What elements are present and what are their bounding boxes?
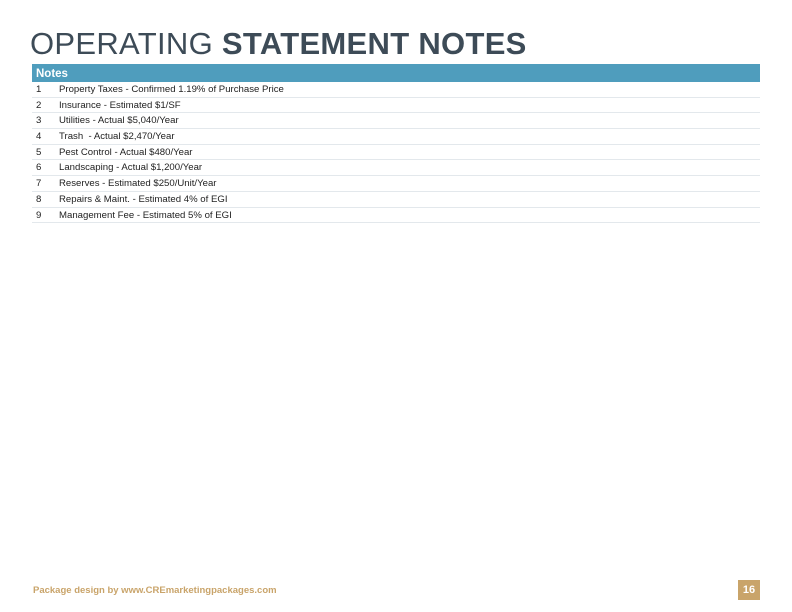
row-text: Insurance - Estimated $1/SF xyxy=(59,99,181,111)
row-text: Management Fee - Estimated 5% of EGI xyxy=(59,209,232,221)
row-number: 4 xyxy=(36,131,42,143)
row-number: 8 xyxy=(36,193,42,205)
row-number: 6 xyxy=(36,162,42,174)
table-row xyxy=(32,192,760,208)
row-text: Utilities - Actual $5,040/Year xyxy=(59,115,179,127)
row-number: 7 xyxy=(36,178,42,190)
table-row xyxy=(32,82,760,98)
table-row xyxy=(32,176,760,192)
footer-credit: Package design by www.CREmarketingpackages.com xyxy=(33,585,277,596)
table-row xyxy=(32,113,760,129)
page-title xyxy=(30,26,527,62)
row-number: 3 xyxy=(36,115,42,127)
table-row xyxy=(32,98,760,114)
page-title-bold: STATEMENT NOTES xyxy=(221,26,527,61)
row-text: Landscaping - Actual $1,200/Year xyxy=(59,162,203,174)
notes-table xyxy=(32,64,760,223)
notes-header: Notes xyxy=(32,64,760,82)
table-row xyxy=(32,208,760,224)
row-text: Repairs & Maint. - Estimated 4% of EGI xyxy=(59,193,228,205)
row-text: Trash - Actual $2,470/Year xyxy=(59,131,175,143)
table-row xyxy=(32,145,760,161)
row-number: 1 xyxy=(36,84,42,95)
row-number: 5 xyxy=(36,146,42,158)
row-text: Pest Control - Actual $480/Year xyxy=(59,146,193,158)
row-number: 2 xyxy=(36,99,42,111)
row-text: Property Taxes - Confirmed 1.19% of Purchase Price xyxy=(59,84,284,95)
table-row xyxy=(32,129,760,145)
page-title-light: OPERATING xyxy=(30,26,222,61)
table-row xyxy=(32,160,760,176)
row-number: 9 xyxy=(36,209,42,221)
row-text: Reserves - Estimated $250/Unit/Year xyxy=(59,178,217,190)
page-number: 16 xyxy=(738,580,760,600)
